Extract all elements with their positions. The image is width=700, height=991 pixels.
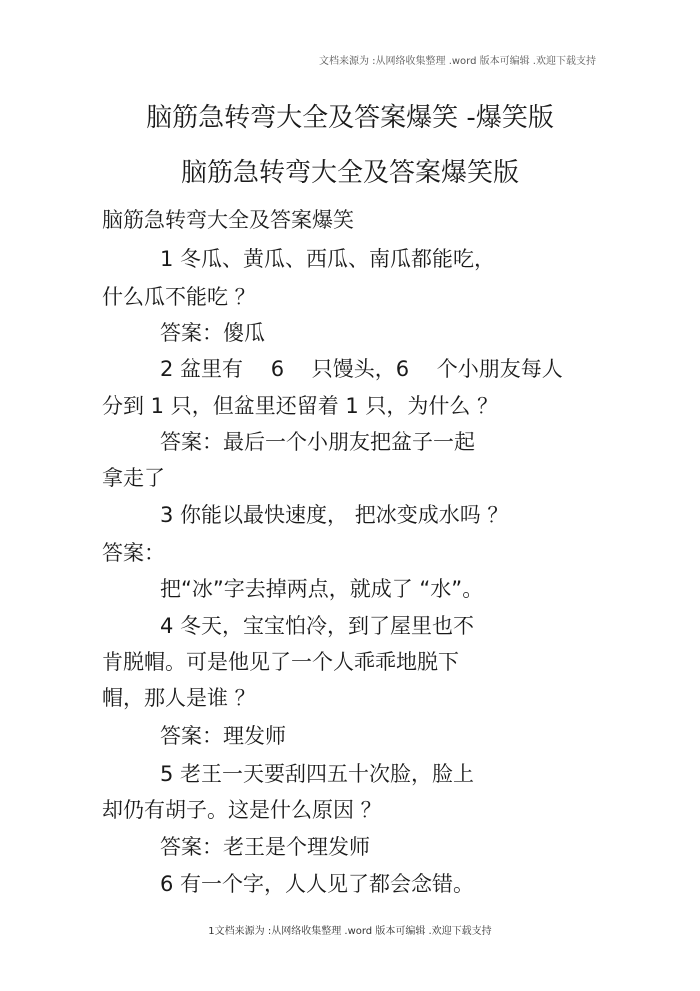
answer-3-label: 答案： [102, 541, 165, 565]
question-2-line-2: 分到 1 只，但盆里还留着 1 只，为什么 ？ [102, 394, 499, 418]
answer-1: 答案：傻瓜 [160, 321, 265, 345]
document-title: 脑筋急转弯大全及答案爆笑 -爆笑版 [146, 103, 554, 133]
question-2-line-1: 2 盆里有 6 只馒头，6 个小朋友每人 [160, 357, 563, 381]
question-4-line-3: 帽，那人是谁 ？ [102, 686, 256, 710]
section-heading: 脑筋急转弯大全及答案爆笑 [102, 208, 354, 232]
page-footer: 1文档来源为 :从网络收集整理 .word 版本可编辑 .欢迎下载支持 [208, 926, 492, 937]
question-5-line-2: 却仍有胡子。这是什么原因 ？ [102, 798, 382, 822]
question-4-line-1: 4 冬天，宝宝怕冷，到了屋里也不 [160, 614, 475, 638]
document-subtitle: 脑筋急转弯大全及答案爆笑版 [180, 158, 519, 188]
question-5-line-1: 5 老王一天要刮四五十次脸，脸上 [160, 762, 475, 786]
page-header: 文档来源为 :从网络收集整理 .word 版本可编辑 .欢迎下载支持 [318, 56, 596, 67]
question-3: 3 你能以最快速度， 把冰变成水吗 ？ [160, 503, 509, 527]
question-6: 6 有一个字，人人见了都会念错。 [160, 872, 475, 896]
question-1-line-2: 什么瓜不能吃 ？ [102, 285, 256, 309]
question-4-line-2: 肯脱帽。可是他见了一个人乖乖地脱下 [102, 650, 459, 674]
answer-2-line-2: 拿走了 [102, 466, 165, 490]
answer-3-text: 把“冰”字去掉两点，就成了 “水”。 [160, 577, 484, 601]
answer-5: 答案：老王是个理发师 [160, 835, 370, 859]
answer-4: 答案：理发师 [160, 724, 286, 748]
question-1-line-1: 1 冬瓜、黄瓜、西瓜、南瓜都能吃， [160, 247, 496, 271]
answer-2-line-1: 答案：最后一个小朋友把盆子一起 [160, 430, 475, 454]
